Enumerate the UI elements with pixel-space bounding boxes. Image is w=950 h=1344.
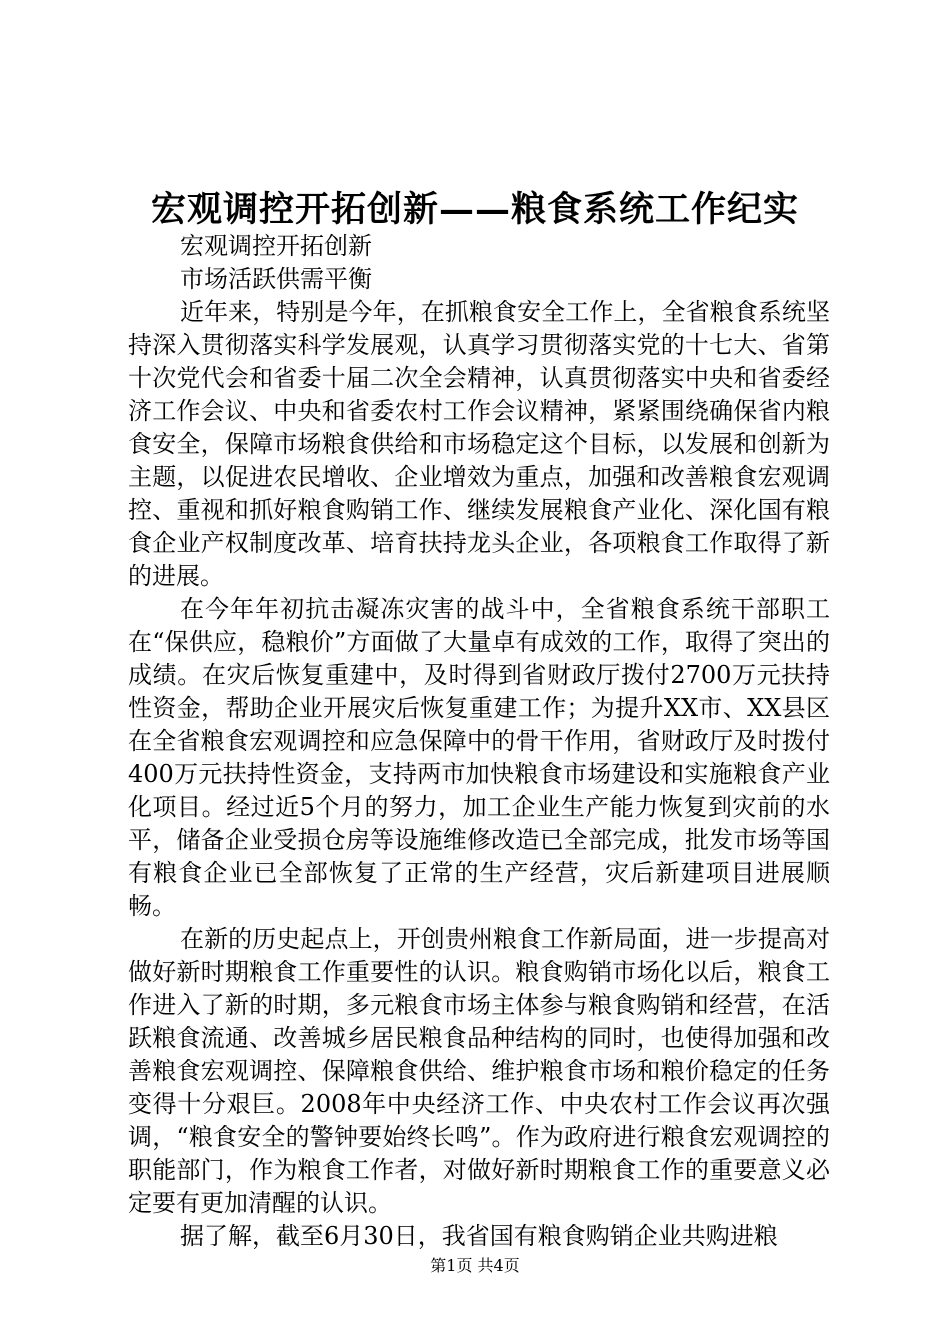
subtitle-line-2: 市场活跃供需平衡 (180, 265, 372, 293)
subtitle-line-1: 宏观调控开拓创新 (180, 232, 372, 260)
document-body (128, 230, 830, 1253)
paragraph-4: 据了解，截至6月30日，我省国有粮食购销企业共购进粮 (180, 1222, 778, 1250)
page-number-footer: 第1页 共4页 (430, 1256, 520, 1275)
paragraph-3: 在新的历史起点上，开创贵州粮食工作新局面，进一步提高对做好新时期粮食工作重要性的认识。粮食购销市场化以后，粮食工作进入了新的时期，多元粮食市场主体参与粮食购销和经营，在活跃粮食流通、改善城乡居民粮食品种结构的同时，也使得加强和改善粮食宏观调控、保障粮食供给、维护粮食市场和粮价稳定的任务变得十分艰巨。2008年中央经济工作、中央农村工作会议再次强调，“粮食安全的警钟要始终长鸣”。作为政府进行粮食宏观调控的职能部门，作为粮食工作者，对做好新时期粮食工作的重要意义必定要有更加清醒的认识。 (128, 925, 830, 1217)
paragraph-1: 近年来，特别是今年，在抓粮食安全工作上，全省粮食系统坚持深入贯彻落实科学发展观，认真学习贯彻落实党的十七大、省第十次党代会和省委十届二次全会精神，认真贯彻落实中央和省委经济工作会议、中央和省委农村工作会议精神，紧紧围绕确保省内粮食安全，保障市场粮食供给和市场稳定这个目标，以发展和创新为主题，以促进农民增收、企业增效为重点，加强和改善粮食宏观调控、重视和抓好粮食购销工作、继续发展粮食产业化、深化国有粮食企业产权制度改革、培育扶持龙头企业，各项粮食工作取得了新的进展。 (128, 298, 830, 590)
document-title: 宏观调控开拓创新——粮食系统工作纪实 (150, 189, 799, 230)
paragraph-2: 在今年年初抗击凝冻灾害的战斗中，全省粮食系统干部职工在“保供应，稳粮价”方面做了大量卓有成效的工作，取得了突出的成绩。在灾后恢复重建中，及时得到省财政厅拨付2700万元扶持性资金，帮助企业开展灾后恢复重建工作；为提升XX市、XX县区在全省粮食宏观调控和应急保障中的骨干作用，省财政厅及时拨付400万元扶持性资金，支持两市加快粮食市场建设和实施粮食产业化项目。经过近5个月的努力，加工企业生产能力恢复到灾前的水平，储备企业受损仓房等设施维修改造已全部完成，批发市场等国有粮食企业已全部恢复了正常的生产经营，灾后新建项目进展顺畅。 (128, 595, 830, 920)
